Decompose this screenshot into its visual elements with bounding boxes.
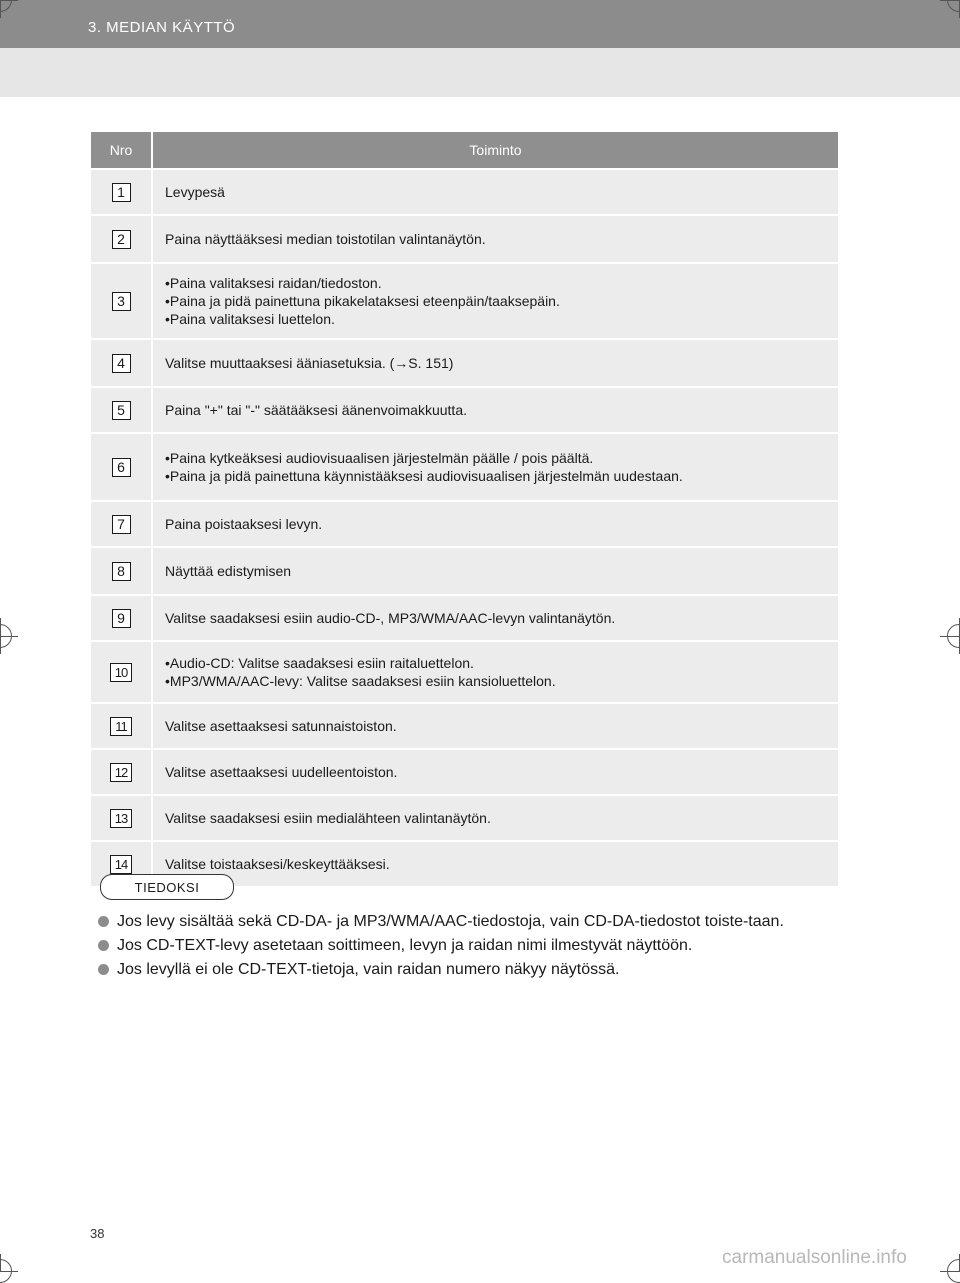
row-number-badge: 6 (112, 458, 131, 477)
bullet-item: • Paina valitaksesi raidan/tiedoston. (165, 274, 826, 292)
table-body (91, 168, 838, 886)
row-number-cell (91, 502, 153, 546)
table-row (91, 432, 838, 500)
info-note (98, 911, 838, 933)
table-row (91, 640, 838, 702)
row-number-cell (91, 216, 153, 262)
row-number-cell (91, 388, 153, 432)
table-header (91, 132, 838, 168)
row-function-cell (153, 842, 838, 886)
row-number-badge: 11 (110, 717, 132, 736)
info-notes (98, 911, 838, 983)
row-number-cell (91, 704, 153, 748)
bullet-item: • Paina valitaksesi luettelon. (165, 310, 826, 328)
table-row (91, 546, 838, 594)
row-number-cell (91, 750, 153, 794)
header-toiminto: Toiminto (469, 142, 522, 158)
function-text: Paina poistaaksesi levyn. (165, 516, 323, 532)
header-bar (0, 0, 960, 48)
table-row (91, 214, 838, 262)
row-function-cell (153, 216, 838, 262)
row-function-cell (153, 264, 838, 338)
row-number-badge: 12 (110, 763, 132, 782)
row-number-cell (91, 642, 153, 702)
function-text: Valitse toistaaksesi/keskeyttääksesi. (165, 856, 390, 872)
row-number-badge: 5 (112, 401, 131, 420)
function-text: Paina näyttääksesi median toistotilan valintanäytön. (165, 231, 486, 247)
page-number: 38 (90, 1226, 105, 1241)
info-note-text: Jos levy sisältää sekä CD-DA- ja MP3/WMA/AAC-tiedostoja, vain CD-DA-tiedostot toiste-taan. (117, 913, 784, 930)
row-number-badge: 10 (110, 663, 132, 682)
row-number-badge: 1 (112, 183, 131, 202)
row-number-badge: 7 (112, 515, 131, 534)
row-function-cell (153, 704, 838, 748)
row-number-cell (91, 796, 153, 840)
row-number-badge: 9 (112, 609, 131, 628)
table-row (91, 338, 838, 386)
function-text: Valitse muuttaaksesi ääniasetuksia. (→S. 151) (165, 355, 454, 371)
row-function-cell (153, 642, 838, 702)
table-row (91, 386, 838, 432)
watermark: carmanualsonline.info (722, 1247, 907, 1268)
info-note-text: Jos CD-TEXT-levy asetetaan soittimeen, levyn ja raidan nimi ilmestyvät näyttöön. (117, 937, 693, 954)
row-function-cell (153, 340, 838, 386)
section-title: 3. MEDIAN KÄYTTÖ (88, 19, 236, 36)
bullet-dot-icon (98, 940, 109, 951)
row-number-cell (91, 434, 153, 500)
row-function-cell (153, 596, 838, 640)
function-text: Paina "+" tai "-" säätääksesi äänenvoimakkuutta. (165, 402, 467, 418)
row-number-cell (91, 548, 153, 594)
table-row (91, 168, 838, 214)
function-text: Valitse saadaksesi esiin medialähteen valintanäytön. (165, 810, 491, 826)
info-label: TIEDOKSI (100, 874, 234, 900)
row-function-cell (153, 502, 838, 546)
function-text: Valitse asettaaksesi uudelleentoiston. (165, 764, 398, 780)
table-row (91, 794, 838, 840)
row-function-cell (153, 548, 838, 594)
function-text: Levypesä (165, 184, 225, 200)
bullet-item: • Paina kytkeäksesi audiovisuaalisen järjestelmän päälle / pois päältä. (165, 449, 826, 467)
row-number-badge: 4 (112, 354, 131, 373)
function-text: Näyttää edistymisen (165, 563, 292, 579)
row-function-cell (153, 388, 838, 432)
row-number-badge: 13 (110, 809, 132, 828)
row-function-cell (153, 796, 838, 840)
table-row (91, 594, 838, 640)
bullet-item: • Audio-CD: Valitse saadaksesi esiin raitaluettelon. (165, 654, 826, 672)
header-band (0, 48, 960, 97)
row-function-cell (153, 170, 838, 214)
row-number-badge: 8 (112, 562, 131, 581)
row-function-cell (153, 434, 838, 500)
table-row (91, 262, 838, 338)
row-number-cell (91, 596, 153, 640)
row-number-badge: 14 (110, 855, 132, 874)
bullet-item: • Paina ja pidä painettuna pikakelataksesi eteenpäin/taaksepäin. (165, 292, 826, 310)
bullet-item: • Paina ja pidä painettuna käynnistääksesi audiovisuaalisen järjestelmän uudestaan. (165, 467, 826, 485)
table-row (91, 748, 838, 794)
functions-table (91, 132, 838, 886)
row-number-cell (91, 170, 153, 214)
row-function-cell (153, 750, 838, 794)
info-note (98, 959, 838, 981)
row-number-cell (91, 264, 153, 338)
bullet-dot-icon (98, 964, 109, 975)
row-number-badge: 3 (112, 292, 131, 311)
row-number-badge: 2 (112, 230, 131, 249)
table-row (91, 702, 838, 748)
info-note-text: Jos levyllä ei ole CD-TEXT-tietoja, vain raidan numero näkyy näytössä. (117, 961, 620, 978)
bullet-item: • MP3/WMA/AAC-levy: Valitse saadaksesi esiin kansioluettelon. (165, 672, 826, 690)
table-row (91, 500, 838, 546)
header-nro: Nro (91, 132, 153, 168)
function-text: Valitse asettaaksesi satunnaistoiston. (165, 718, 397, 734)
row-number-cell (91, 340, 153, 386)
function-text: Valitse saadaksesi esiin audio-CD-, MP3/WMA/AAC-levyn valintanäytön. (165, 610, 616, 626)
bullet-dot-icon (98, 916, 109, 927)
info-note (98, 935, 838, 957)
